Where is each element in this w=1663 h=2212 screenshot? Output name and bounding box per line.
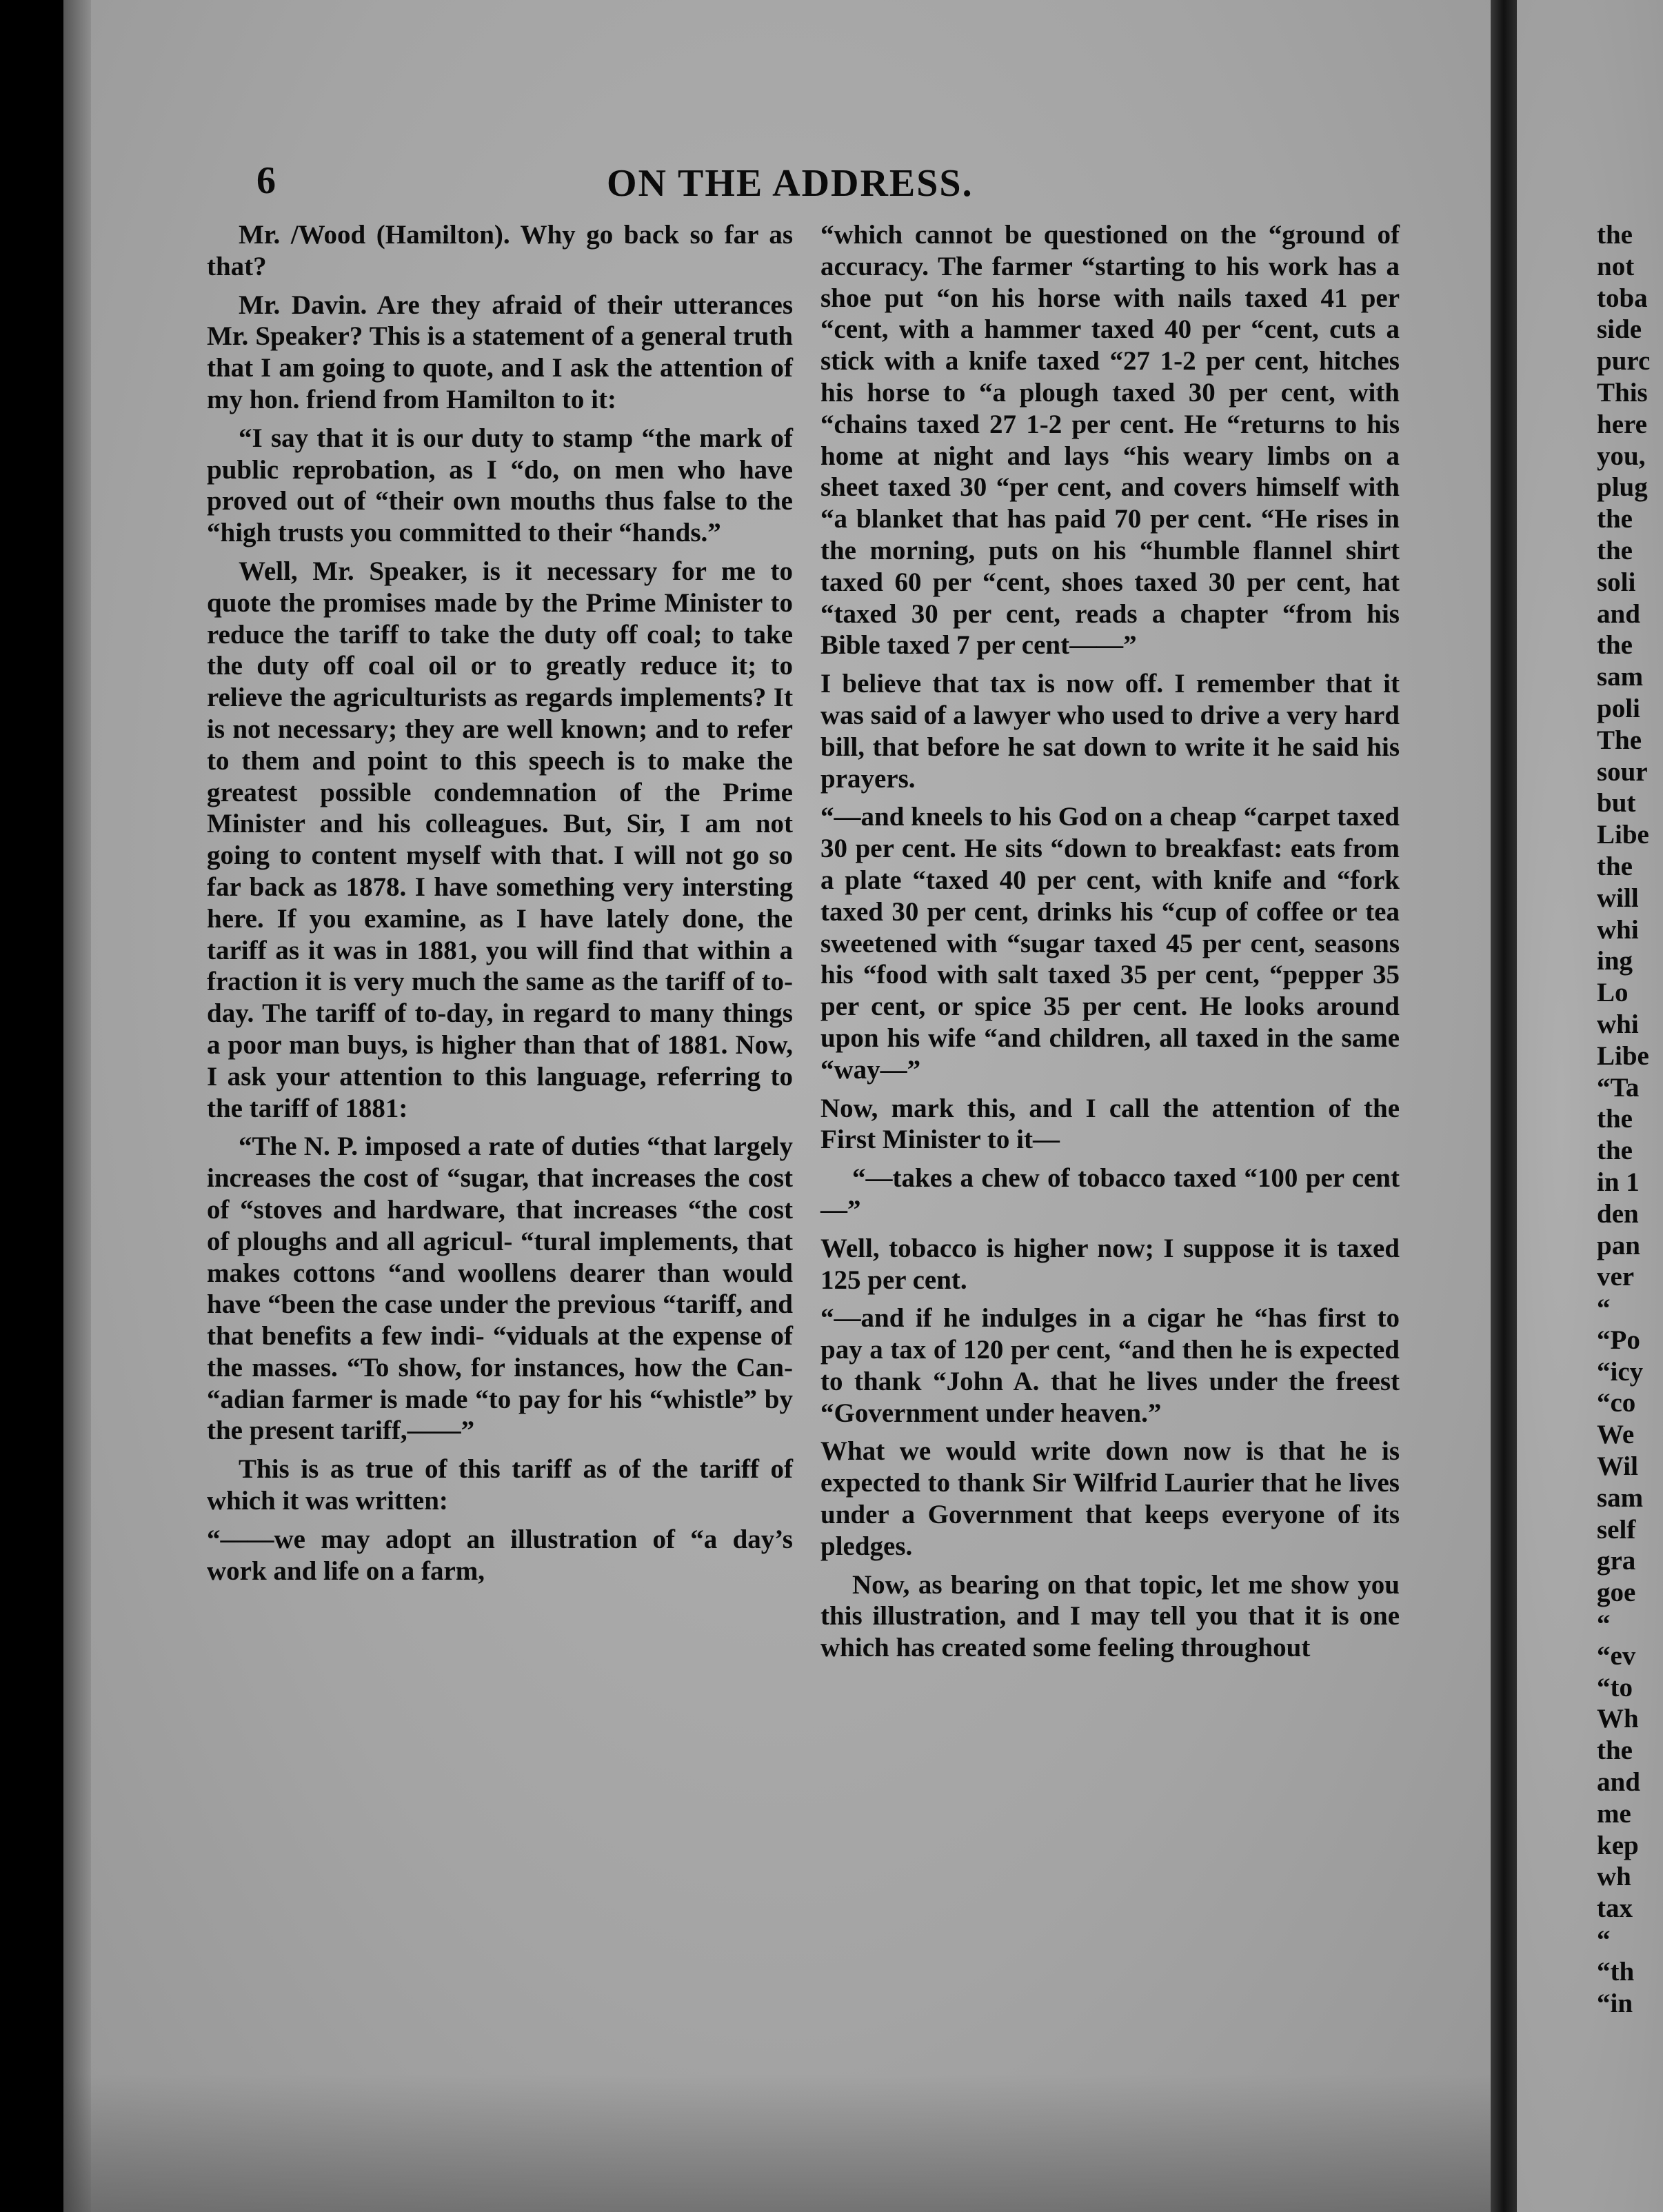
adjacent-page-line: sam xyxy=(1597,1482,1644,1513)
adjacent-page-line: the xyxy=(1597,1104,1633,1134)
quotation: “—and kneels to his God on a cheap “carpet taxed 30 per cent. He sits “down to breakfast: eats from a plate “taxed 40 per cent, with knife and “fork taxed 30 per cent, drinks his “cup of coffee or tea sweetened with “sugar taxed 45 per cent, seasons his “food with salt taxed 35 per cent, “pepper 35 per cent, or spice 35 per cent. He looks around upon his wife “and children, all taxed in the same “way—” xyxy=(820,802,1400,1085)
adjacent-page-line: den xyxy=(1597,1198,1639,1229)
adjacent-page-line: in 1 xyxy=(1597,1167,1640,1197)
adjacent-page-line: “icy xyxy=(1597,1356,1644,1387)
left-column xyxy=(207,219,793,1593)
adjacent-page-line: here xyxy=(1597,409,1647,439)
adjacent-page-line: Wil xyxy=(1597,1451,1638,1482)
adjacent-page-line: toba xyxy=(1597,283,1648,313)
adjacent-page-line: but xyxy=(1597,788,1636,818)
adjacent-page-line: ver xyxy=(1597,1262,1635,1292)
adjacent-page-line: tax xyxy=(1597,1893,1633,1924)
adjacent-page-line: wh xyxy=(1597,1862,1631,1892)
adjacent-page-line: “ xyxy=(1597,1294,1611,1324)
page-number: 6 xyxy=(256,159,276,202)
paragraph: This is as true of this tariff as of the tariff of which it was written: xyxy=(207,1454,793,1516)
paragraph: Well, Mr. Speaker, is it necessary for me to quote the promises made by the Prime Minister to reduce the tariff to take the duty off coal; to take the duty off coal oil or to greatly reduce it; to relieve the agriculturists as regards implements? It is not necessary; they are well known; and to refer to them and point to this speech is to make the greatest possible condemnation of the Prime Minister and his colleagues. But, Sir, I am not going to content myself with that. I will not go so far back as 1878. I have something very intersting here. If you examine, as I have lately done, the tariff as it was in 1881, you will find that within a fraction it is very much the same as the tariff of to-day. The tariff of to-day, in regard to many things a poor man buys, is higher than that of 1881. Now, I ask your attention to this language, referring to the tariff of 1881: xyxy=(207,556,793,1123)
adjacent-page-line: “th xyxy=(1597,1956,1635,1987)
quotation: “—and if he indulges in a cigar he “has first to pay a tax of 120 per cent, “and then he is expected to thank “John A. that he lives under the freest “Government under heaven.” xyxy=(820,1303,1400,1428)
adjacent-page-line: and xyxy=(1597,599,1640,629)
adjacent-page-line: goe xyxy=(1597,1578,1636,1608)
adjacent-page-line: the xyxy=(1597,220,1633,250)
adjacent-page-line: poli xyxy=(1597,693,1640,723)
adjacent-page-line: whi xyxy=(1597,1009,1639,1039)
adjacent-page-line: me xyxy=(1597,1798,1631,1829)
adjacent-page-text xyxy=(1597,219,1663,2019)
quotation: “which cannot be questioned on the “ground of accuracy. The farmer “starting to his work has a shoe put “on his horse with nails taxed 41 per “cent, with a hammer taxed 40 per “cent, cuts a stick with a knife taxed “27 1-2 per cent, hitches his horse to “a plough taxed 30 per cent, with “chains taxed 27 1-2 per cent. He “returns to his home at night and lays “his weary limbs on a sheet taxed 30 “per cent, and covers himself with “a blanket that has paid 70 per cent. “He rises in the morning, puts on his “humble flannel shirt taxed 60 per “cent, shoes taxed 30 per cent, hat “taxed 30 per cent, reads a chapter “from his Bible taxed 7 per cent——” xyxy=(820,220,1400,661)
quotation: “The N. P. imposed a rate of duties “that largely increases the cost of “sugar, that increases the cost of “stoves and hardware, that increases “the cost of ploughs and all agricul- “tural implements, that makes cottons “and woollens dearer than would have “been the case under the previous “tariff, and that benefits a few indi- “viduals at the expense of the masses. “To show, for instances, how the Can- “adian farmer is made “to pay for his “whistle” by the present tariff,——” xyxy=(207,1132,793,1446)
paragraph: Now, mark this, and I call the attention of the First Minister to it— xyxy=(820,1093,1400,1155)
adjacent-page-line: plug xyxy=(1597,472,1648,503)
adjacent-page-line: the xyxy=(1597,1736,1633,1766)
adjacent-page-line: will xyxy=(1597,883,1639,913)
adjacent-page-line: “to xyxy=(1597,1672,1633,1702)
paragraph: Mr. /Wood (Hamilton). Why go back so far as that? xyxy=(207,220,793,281)
adjacent-page-line: the xyxy=(1597,504,1633,534)
quotation: “—takes a chew of tobacco taxed “100 per cent—” xyxy=(820,1163,1400,1225)
adjacent-page-line: Wh xyxy=(1597,1704,1639,1734)
adjacent-page-line: We xyxy=(1597,1420,1635,1450)
quotation: “I say that it is our duty to stamp “the mark of public reprobation, as I “do, on men who have proved out of “their own mouths thus false to the “high trusts you committed to their “hands.” xyxy=(207,423,793,548)
page-gutter xyxy=(1491,0,1517,2212)
adjacent-page-line: soli xyxy=(1597,567,1636,597)
running-head: ON THE ADDRESS. xyxy=(607,162,974,205)
adjacent-page-line: Lo xyxy=(1597,978,1629,1008)
adjacent-page-line: ing xyxy=(1597,946,1633,976)
adjacent-page-line: the xyxy=(1597,851,1633,881)
adjacent-page-line: Libe xyxy=(1597,1040,1649,1071)
adjacent-page-line: Libe xyxy=(1597,820,1649,850)
adjacent-page-line: “ xyxy=(1597,1609,1611,1640)
paragraph: Now, as bearing on that topic, let me show you this illustration, and I may tell you that it is one which has created some feeling throughout xyxy=(820,1569,1400,1663)
adjacent-page-line: “ev xyxy=(1597,1640,1636,1671)
adjacent-page-line: purc xyxy=(1597,346,1651,376)
paragraph: What we would write down now is that he is expected to thank Sir Wilfrid Laurier that he lives under a Government that keeps everyone of its pledges. xyxy=(820,1436,1400,1561)
adjacent-page-line: whi xyxy=(1597,914,1639,945)
paragraph: Well, tobacco is higher now; I suppose it is taxed 125 per cent. xyxy=(820,1233,1400,1295)
adjacent-page-line: gra xyxy=(1597,1546,1636,1576)
adjacent-page-line: kep xyxy=(1597,1830,1639,1860)
adjacent-page-line: not xyxy=(1597,251,1635,281)
adjacent-page-line: sam xyxy=(1597,662,1644,692)
adjacent-page-line: “co xyxy=(1597,1388,1636,1418)
adjacent-page-line: you, xyxy=(1597,441,1646,471)
adjacent-page-line: sour xyxy=(1597,756,1648,787)
adjacent-page-line: the xyxy=(1597,630,1633,661)
adjacent-page-line: self xyxy=(1597,1514,1636,1545)
quotation: “——we may adopt an illustration of “a day’s work and life on a farm, xyxy=(207,1524,793,1586)
adjacent-page-line: side xyxy=(1597,314,1642,345)
page-binding-shadow xyxy=(63,0,91,2212)
right-column xyxy=(820,219,1400,1671)
adjacent-page-line: the xyxy=(1597,535,1633,565)
adjacent-page-line: “Ta xyxy=(1597,1072,1640,1103)
adjacent-page-line: “ xyxy=(1597,1925,1611,1955)
adjacent-page-line: This xyxy=(1597,377,1648,408)
page-bottom-shade xyxy=(63,2074,1491,2212)
adjacent-page-line: The xyxy=(1597,725,1642,755)
paragraph: I believe that tax is now off. I remember that it was said of a lawyer who used to drive a very hard bill, that before he sat down to write it he said his prayers. xyxy=(820,669,1400,794)
adjacent-page-line: “Po xyxy=(1597,1325,1640,1355)
paragraph: Mr. Davin. Are they afraid of their utterances Mr. Speaker? This is a statement of a general truth that I am going to quote, and I ask the attention of my hon. friend from Hamilton to it: xyxy=(207,290,793,414)
adjacent-page-line: and xyxy=(1597,1767,1640,1798)
adjacent-page-line: pan xyxy=(1597,1230,1640,1260)
adjacent-page-line: the xyxy=(1597,1136,1633,1166)
adjacent-page-line: “in xyxy=(1597,1988,1633,2018)
